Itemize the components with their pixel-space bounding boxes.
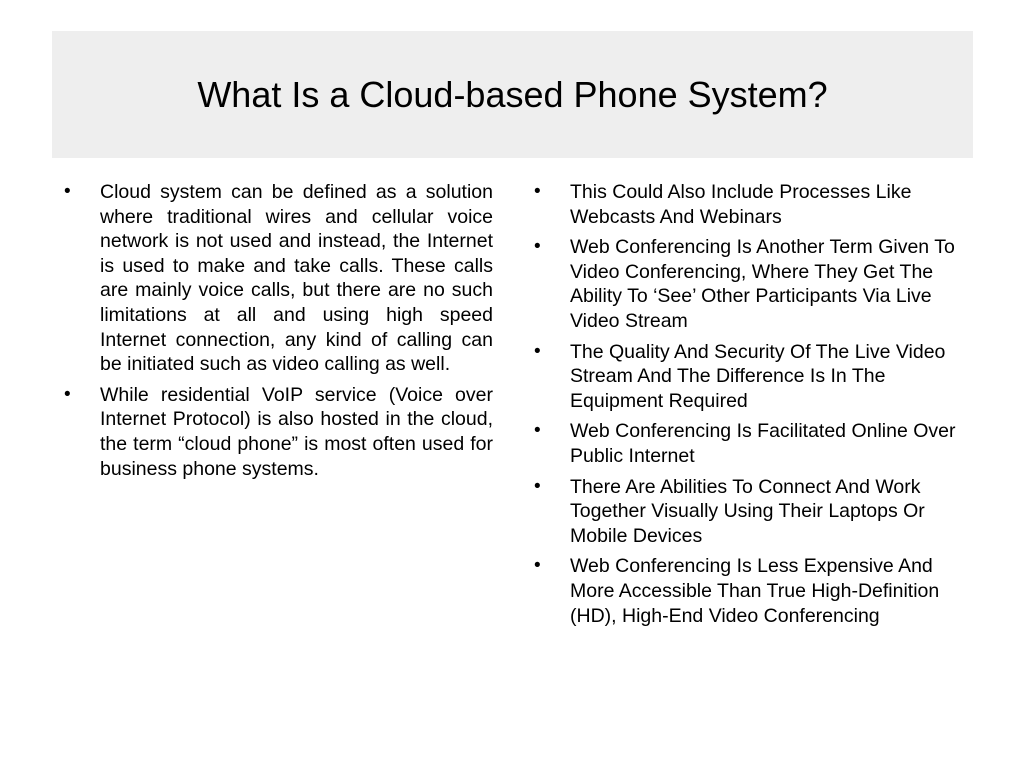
- bullet-icon: •: [64, 181, 71, 202]
- bullet-icon: •: [64, 383, 71, 405]
- list-item-text: There Are Abilities To Connect And Work Together Visually Using Their Laptops Or Mobile Devices: [570, 475, 925, 547]
- bullet-icon: •: [534, 555, 541, 577]
- bullet-icon: •: [534, 340, 541, 362]
- list-item: [60, 180, 493, 377]
- list-item: [60, 383, 493, 481]
- list-item: [530, 235, 970, 333]
- bullet-icon: •: [534, 181, 541, 202]
- list-item-text: The Quality And Security Of The Live Video Stream And The Difference Is In The Equipment Required: [570, 340, 946, 412]
- title-bar: [52, 31, 973, 158]
- list-item-text: Web Conferencing Is Less Expensive And More Accessible Than True High-Definition (HD), High-End Video Conferencing: [570, 555, 940, 627]
- bullet-icon: •: [534, 475, 541, 497]
- left-bullet-list: [60, 180, 493, 487]
- right-bullet-list: [530, 180, 970, 634]
- bullet-icon: •: [534, 420, 541, 442]
- slide-title: What Is a Cloud-based Phone System?: [197, 73, 828, 115]
- list-item-text: This Could Also Include Processes Like Webcasts And Webinars: [570, 181, 912, 228]
- list-item-text: While residential VoIP service (Voice over Internet Protocol) is also hosted in the cloud, the term “cloud phone” is most often used for business phone systems.: [100, 383, 493, 480]
- list-item: [530, 340, 970, 414]
- list-item: [530, 554, 970, 628]
- list-item: [530, 419, 970, 468]
- list-item-text: Web Conferencing Is Another Term Given To Video Conferencing, Where They Get The Ability To ‘See’ Other Participants Via Live Video Stream: [570, 236, 955, 332]
- list-item-text: Web Conferencing Is Facilitated Online Over Public Internet: [570, 420, 956, 467]
- list-item: [530, 475, 970, 549]
- bullet-icon: •: [534, 236, 541, 258]
- list-item-text: Cloud system can be defined as a solution where traditional wires and cellular voice network is not used and instead, the Internet is used to make and take calls. These calls are mainly voice calls, but there are no such limitations at all and using high speed Internet connection, any kind of calling can be initiated such as video calling as well.: [100, 181, 493, 376]
- list-item: [530, 180, 970, 229]
